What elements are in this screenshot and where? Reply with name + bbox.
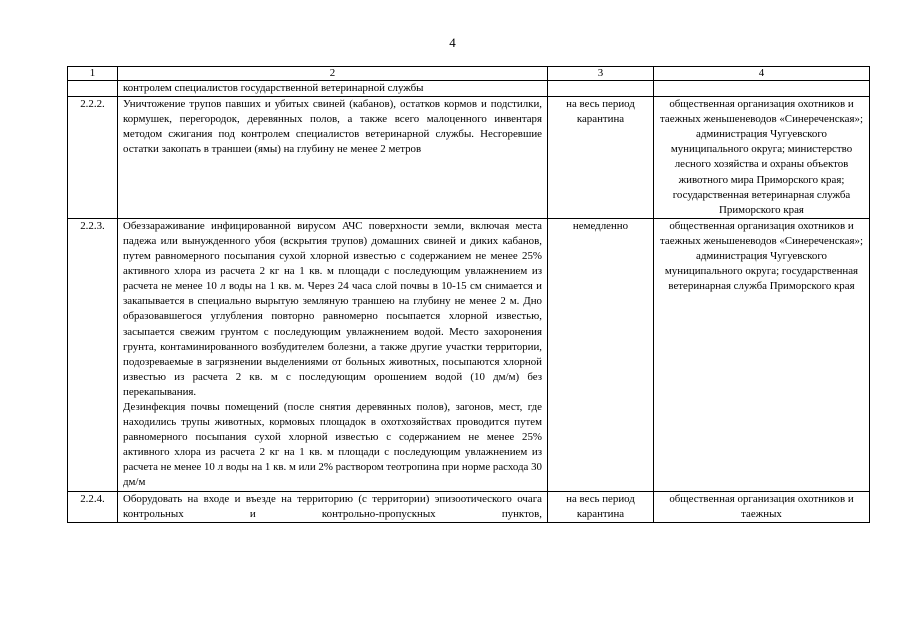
measure-paragraph: Уничтожение трупов павших и убитых свиней (кабанов), остатков кормов и подстилки, кормушек, перегородок, деревянных полов, а также всего малоценного инвентаря методом сжигания под контролем специалистов ветеринарной службы. Несгоревшие остатки закопать в траншеи (ямы) на глубину не менее 2 метров — [123, 98, 542, 156]
table-row — [68, 97, 870, 219]
continuation-responsible-cell — [654, 81, 870, 97]
header-cell-2: 2 — [118, 67, 548, 81]
measure-paragraph: Обеззараживание инфицированной вирусом АЧС поверхности земли, включая места падежа или вынужденного убоя (вскрытия трупов) домашних свиней и диких кабанов, путем равномерного посыпания сухой хлорной известью с содержанием не менее 25% активного хлора из расчета 2 кг на 1 кв. м площади с последующим увлажнением из расчета не менее 10 л воды на 1 кв. м. Через 24 часа слой почвы в 10-15 см снимается и закапывается в специально вырытую земляную траншею на глубину не менее 2 м. Дно образовавшегося углубления повторно равномерно посыпается хлорной известью, засыпается свежим грунтом с последующим увлажнением водой. Место захоронения грунта, контаминированного возбудителем болезни, а также другие участки территории, подозреваемые в загрязнении выделениями от больных животных, посыпаются хлорной известью из расчета 2 кв. м с последующим орошением водой (10 дм/м) без перекапывания. — [123, 219, 542, 398]
page-number: 4 — [449, 35, 456, 50]
continuation-num-cell — [68, 81, 118, 97]
row-number: 2.2.2. — [68, 97, 118, 219]
measure-description — [118, 491, 548, 522]
header-cell-3: 3 — [548, 67, 654, 81]
measure-term: на весь период карантина — [548, 491, 654, 522]
continuation-text-cell: контролем специалистов государственной ветеринарной службы — [118, 81, 548, 97]
measure-paragraph: Оборудовать на входе и въезде на территорию (с территории) эпизоотического очага контрольных и контрольно-пропускных пунктов, — [123, 492, 542, 520]
measure-term: немедленно — [548, 218, 654, 491]
measure-description — [118, 218, 548, 491]
table-row — [68, 491, 870, 522]
table-row-continuation — [68, 81, 870, 97]
row-number: 2.2.3. — [68, 218, 118, 491]
measures-table — [67, 66, 870, 523]
header-cell-1: 1 — [68, 67, 118, 81]
measure-paragraph-2: Дезинфекция почвы помещений (после снятия деревянных полов), загонов, мест, где находились трупы животных, кормовых площадок в охотхозяйствах проводится путем равномерного посыпания сухой хлорной известью с содержанием не менее 25% активного хлора из расчета 2 кг на 1 кв. м площади с последующим увлажнением из расчета не менее 10 л воды на 1 кв. м или 2% раствором теотропина при норме расхода 30 дм/м — [123, 400, 542, 489]
table-header-row — [68, 67, 870, 81]
header-cell-4: 4 — [654, 67, 870, 81]
responsible-parties: общественная организация охотников и таежных женьшеневодов «Синереченская»; администрация Чугуевского муниципального округа; государственная ветеринарная служба Приморского края — [654, 218, 870, 491]
continuation-term-cell — [548, 81, 654, 97]
measure-term: на весь период карантина — [548, 97, 654, 219]
measure-description — [118, 97, 548, 219]
responsible-parties: общественная организация охотников и таежных женьшеневодов «Синереченская»; администрация Чугуевского муниципального округа; министерство лесного хозяйства и охраны объектов животного мира Приморского края; государственная ветеринарная служба Приморского края — [654, 97, 870, 219]
responsible-parties: общественная организация охотников и таежных — [654, 491, 870, 522]
row-number: 2.2.4. — [68, 491, 118, 522]
table-row — [68, 218, 870, 491]
